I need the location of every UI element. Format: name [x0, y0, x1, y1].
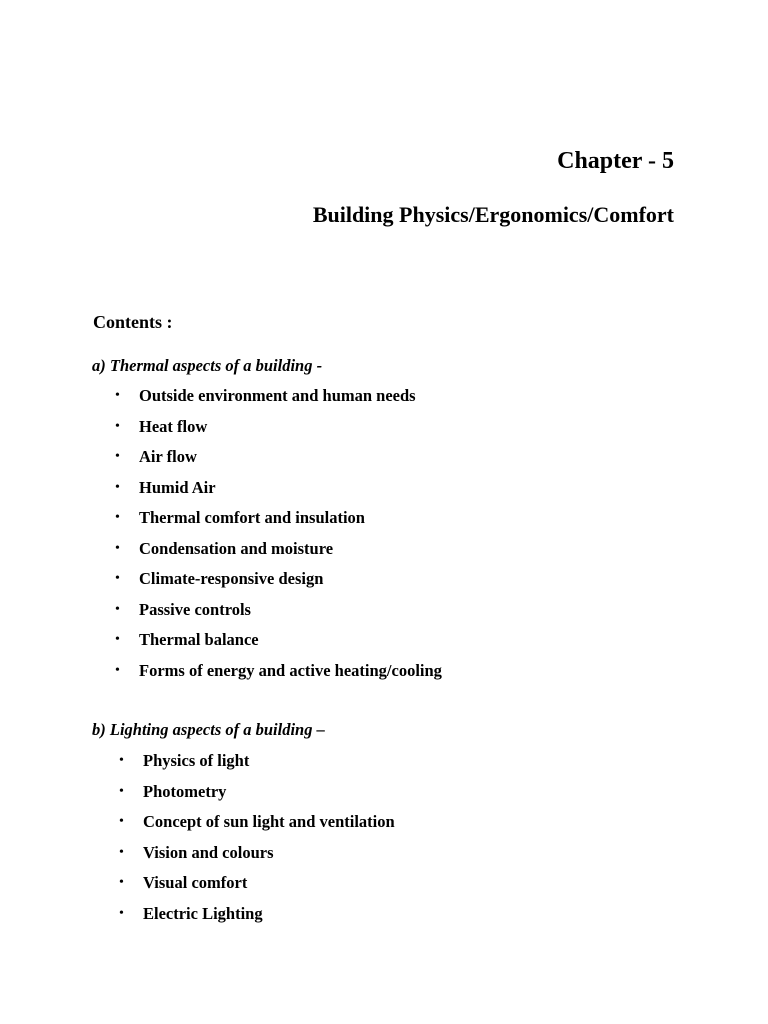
- bullet-icon: •: [115, 601, 120, 617]
- contents-heading: Contents :: [93, 312, 173, 332]
- list-item-text: Electric Lighting: [143, 903, 263, 923]
- list-item-text: Thermal balance: [139, 630, 259, 649]
- bullet-icon: •: [115, 510, 120, 525]
- list-item-text: Passive controls: [139, 599, 251, 619]
- bullet-icon: •: [119, 783, 124, 799]
- list-item: [117, 749, 395, 780]
- bullet-icon: •: [115, 418, 120, 434]
- chapter-number: Chapter - 5: [557, 148, 674, 174]
- list-item-text: Climate-responsive design: [139, 569, 324, 588]
- bullet-icon: •: [119, 814, 124, 829]
- bullet-icon: •: [115, 479, 120, 495]
- list-item-text: Concept of sun light and ventilation: [143, 812, 395, 831]
- bullet-icon: •: [115, 540, 120, 556]
- list-item: [113, 537, 442, 568]
- bullet-icon: •: [115, 632, 120, 647]
- list-item-text: Condensation and moisture: [139, 538, 334, 558]
- list-item: [113, 445, 442, 476]
- bullet-icon: •: [119, 753, 124, 768]
- list-item: [113, 476, 442, 507]
- section-a-heading: a) Thermal aspects of a building -: [92, 356, 323, 375]
- section-b-heading: b) Lighting aspects of a building –: [92, 720, 325, 739]
- bullet-icon: •: [115, 449, 120, 464]
- list-item-text: Vision and colours: [143, 842, 274, 862]
- list-item: [117, 902, 395, 933]
- list-item: [117, 780, 395, 811]
- bullet-icon: •: [115, 571, 120, 586]
- list-item-text: Air flow: [139, 447, 197, 466]
- bullet-icon: •: [119, 844, 124, 860]
- list-item: [117, 871, 395, 902]
- chapter-title: Building Physics/Ergonomics/Comfort: [312, 202, 674, 227]
- bullet-icon: •: [119, 905, 124, 921]
- thermal-aspects-list: [113, 384, 442, 689]
- list-item-text: Outside environment and human needs: [139, 386, 416, 405]
- list-item-text: Humid Air: [139, 477, 216, 497]
- bullet-icon: •: [115, 662, 120, 678]
- list-item: [113, 384, 442, 415]
- list-item: [113, 567, 442, 598]
- bullet-icon: •: [119, 875, 124, 890]
- list-item-text: Photometry: [143, 781, 227, 801]
- list-item: [113, 628, 442, 659]
- list-item-text: Physics of light: [143, 751, 250, 770]
- list-item: [113, 598, 442, 629]
- list-item-text: Thermal comfort and insulation: [139, 508, 365, 527]
- list-item: [113, 659, 442, 690]
- list-item: [113, 415, 442, 446]
- list-item: [113, 506, 442, 537]
- list-item: [117, 841, 395, 872]
- list-item-text: Forms of energy and active heating/cooling: [139, 660, 442, 680]
- list-item-text: Visual comfort: [143, 873, 248, 892]
- list-item: [117, 810, 395, 841]
- lighting-aspects-list: [117, 749, 395, 932]
- list-item-text: Heat flow: [139, 416, 208, 436]
- bullet-icon: •: [115, 388, 120, 403]
